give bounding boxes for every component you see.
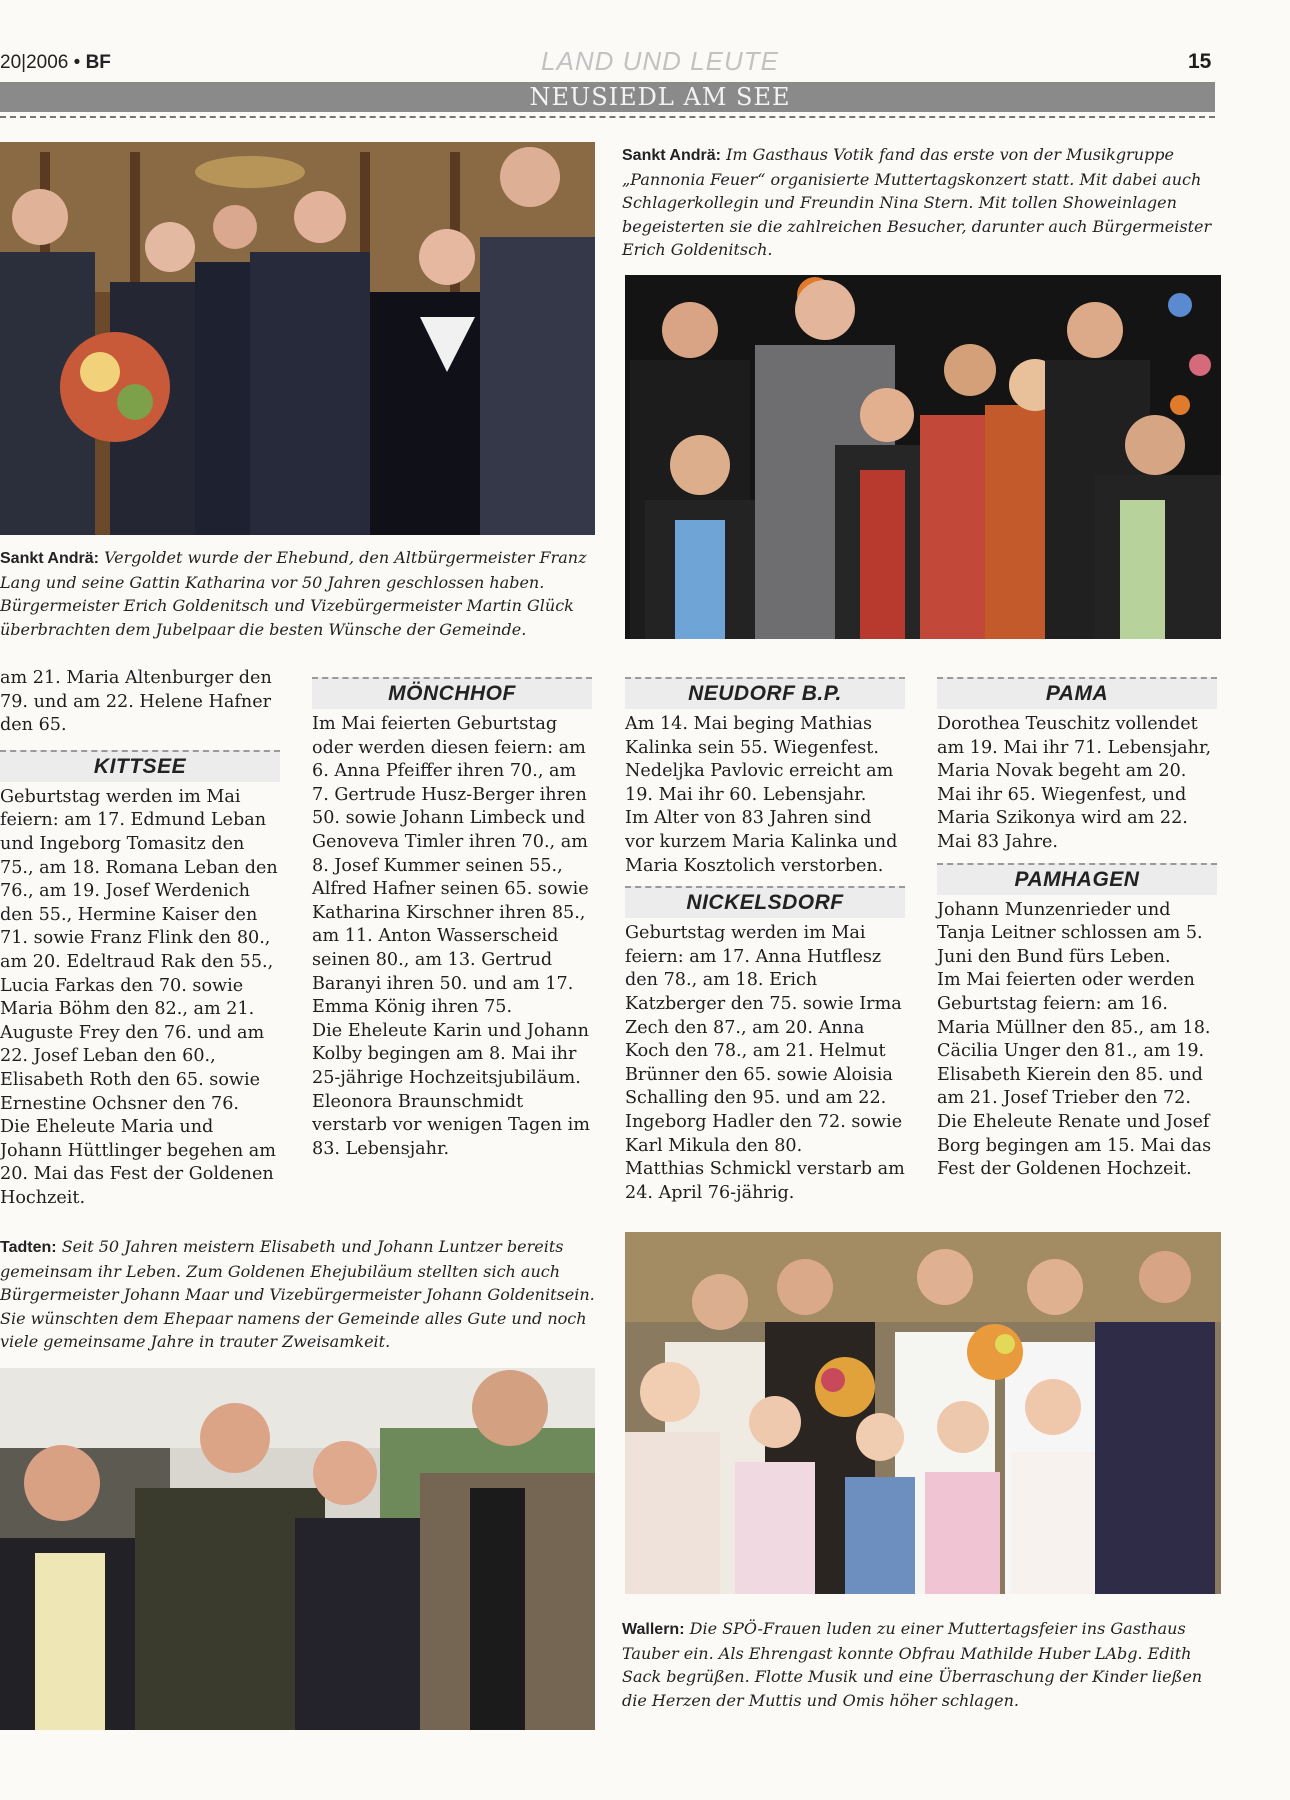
page-number: 15 xyxy=(1188,50,1212,73)
paragraph: Johann Munzenrieder und Tanja Leitner schlossen am 5. Juni den Bund fürs Leben. xyxy=(937,899,1203,967)
caption-golden-wedding xyxy=(0,546,595,641)
paragraph: Im Mai feierten Geburtstag oder werden diesen feiern: am 6. Anna Pfeiffer ihren 70., am 7. Gertrude Husz-Berger ihren 50. sowie Johann Limbeck und Genoveva Timler ihren 70., am 8. Josef Kummer seinen 55., Alfred Hafner seinen 65. sowie Katharina Kirschner ihren 85., am 11. Anton Wasserscheid seinen 80., am 13. Gertrud Baranyi ihren 50. und am 17. Emma König ihren 75. xyxy=(312,714,589,1018)
paragraph: Geburtstag werden im Mai feiern: am 17. Edmund Leban und Ingeborg Tomasitz den 75., am 18. Romana Leban den 76., am 19. Josef Werdenich den 55., Hermine Kaiser den 71. sowie Franz Flink den 80., am 20. Edeltraud Rak den 55., Lucia Farkas den 70. sowie Maria Böhm den 82., am 21. Auguste Frey den 76. und am 22. Josef Leban den 60., Elisabeth Roth den 65. sowie Ernestine Ochsner den 76. xyxy=(0,786,278,1114)
section-heading-kittsee: KITTSEE xyxy=(0,750,280,782)
paragraph: Matthias Schmickl verstarb am 24. April 76-jährig. xyxy=(625,1159,905,1203)
caption-concert xyxy=(622,143,1220,262)
photo-wallern-muttertagsfeier xyxy=(625,1232,1221,1594)
photo-golden-wedding-sankt-andrae xyxy=(0,142,595,535)
paragraph: Im Mai feierten oder werden Geburtstag feiern: am 16. Maria Müllner den 85., am 18. Cäcilia Unger den 81., am 19. Elisabeth Kierein den 85. und am 21. Josef Trieber den 72. xyxy=(937,970,1211,1109)
paragraph: Die Eheleute Karin und Johann Kolby begingen am 8. Mai ihr 25-jährige Hochzeitsjubiläum. xyxy=(312,1020,590,1088)
column-2 xyxy=(312,677,592,1161)
region-title: NEUSIEDL AM SEE xyxy=(529,83,791,111)
section-heading-pamhagen: PAMHAGEN xyxy=(937,863,1217,895)
issue-number: 20|2006 xyxy=(0,52,69,73)
caption-wallern xyxy=(622,1617,1220,1712)
column-4 xyxy=(937,677,1217,1182)
paragraph: Die Eheleute Maria und Johann Hüttlinger begehen am 20. Mai das Fest der Goldenen Hochzeit. xyxy=(0,1117,276,1208)
section-title: LAND UND LEUTE xyxy=(541,46,779,76)
section-heading-neudorf: NEUDORF B.P. xyxy=(625,677,905,709)
paragraph: Im Alter von 83 Jahren sind vor kurzem Maria Kalinka und Maria Kosztolich verstorben. xyxy=(625,808,898,876)
paper-name: BF xyxy=(85,52,111,73)
section-heading-pama: PAMA xyxy=(937,677,1217,709)
caption-text: Vergoldet wurde der Ehebund, den Altbürgermeister Franz Lang und seine Gattin Katharina vor 50 Jahren geschlossen haben. Bürgermeister Erich Goldenitsch und Vizebürgermeister Martin Glück überbrachten dem Jubelpaar die besten Wünsche der Gemeinde. xyxy=(0,548,587,639)
paragraph: Die Eheleute Renate und Josef Borg begingen am 15. Mai das Fest der Goldenen Hochzeit. xyxy=(937,1111,1212,1180)
paragraph: Eleonora Braunschmidt verstarb vor wenigen Tagen im 83. Lebensjahr. xyxy=(312,1091,590,1159)
issue-line: 20|2006 • BF xyxy=(0,52,111,73)
photo-muttertagskonzert xyxy=(625,275,1221,639)
caption-place: Wallern: xyxy=(622,1621,685,1638)
caption-text: Seit 50 Jahren meistern Elisabeth und Johann Luntzer bereits gemeinsam ihr Leben. Zum Goldenen Ehejubiläum stellten sich auch Bürgermeister Johann Maar und Vizebürgermeister Johann Goldenitsein. Sie wünschten dem Ehepaar namens der Gemeinde alles Gute und noch viele gemeinsame Jahre in trauter Zweisamkeit. xyxy=(0,1237,595,1351)
section-heading-nickelsdorf: NICKELSDORF xyxy=(625,886,905,918)
paragraph: Dorothea Teuschitz vollendet am 19. Mai ihr 71. Lebensjahr, Maria Novak begeht am 20. Mai ihr 65. Wiegenfest, und Maria Szikonya wird am 22. Mai 83 Jahre. xyxy=(937,714,1212,852)
caption-text: Die SPÖ-Frauen luden zu einer Muttertagsfeier ins Gasthaus Tauber ein. Als Ehrengast konnte Obfrau Mathilde Huber LAbg. Edith Sack begrüßen. Flotte Musik und eine Überraschung der Kinder ließen die Herzen der Muttis und Omis höher schlagen. xyxy=(622,1619,1203,1710)
section-heading-moenchhof: MÖNCHHOF xyxy=(312,677,592,709)
header-divider xyxy=(0,116,1215,118)
paragraph: am 21. Maria Altenburger den 79. und am 22. Helene Hafner den 65. xyxy=(0,668,272,736)
caption-place: Sankt Andrä: xyxy=(622,147,721,164)
paragraph: Geburtstag werden im Mai feiern: am 17. Anna Hutflesz den 78., am 18. Erich Katzberger den 75. sowie Irma Zech den 87., am 20. Anna Koch den 78., am 21. Helmut Brünner den 65. sowie Aloisia Schalling den 95. und am 22. Ingeborg Hadler den 72. sowie Karl Mikula den 80. xyxy=(625,923,903,1156)
paragraph: Am 14. Mai beging Mathias Kalinka sein 55. Wiegenfest. Nedeljka Pavlovic erreicht am 19. Mai ihr 60. Lebensjahr. xyxy=(625,714,894,805)
caption-place: Tadten: xyxy=(0,1239,57,1256)
caption-tadten xyxy=(0,1235,595,1354)
caption-text: Im Gasthaus Votik fand das erste von der Musikgruppe „Pannonia Feuer“ organisierte Muttertagskonzert statt. Mit dabei auch Schlagerkollegin und Freundin Nina Stern. Mit tollen Showeinlagen begeisterten sie die zahlreichen Besucher, darunter auch Bürgermeister Erich Goldenitsch. xyxy=(622,145,1212,259)
column-3 xyxy=(625,677,905,1205)
photo-tadten-golden-wedding xyxy=(0,1368,595,1730)
caption-place: Sankt Andrä: xyxy=(0,550,99,567)
column-1 xyxy=(0,667,280,1210)
